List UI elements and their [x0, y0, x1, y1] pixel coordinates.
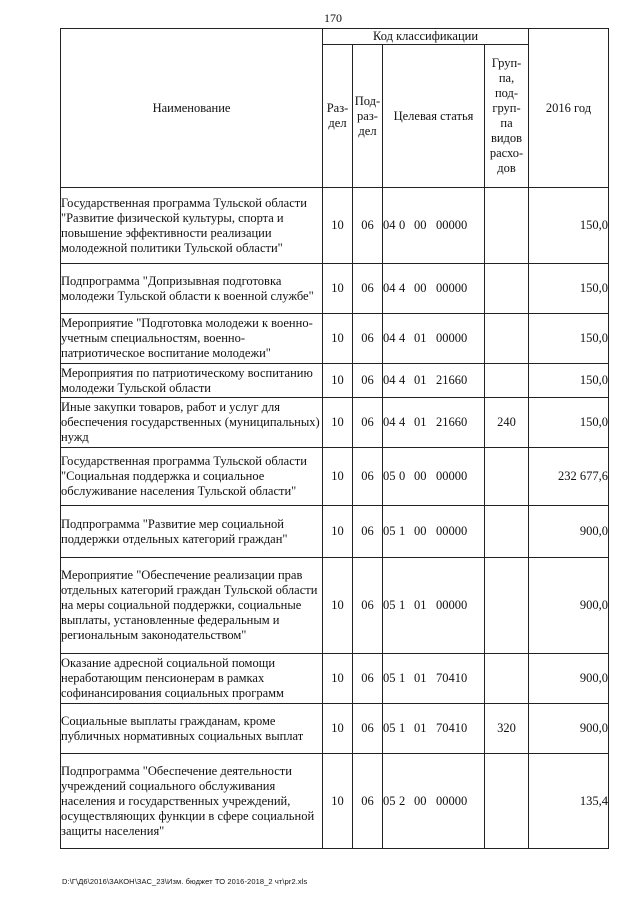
target-part-t2: 1: [399, 721, 406, 735]
row-podrazdel: 06: [353, 506, 383, 558]
row-name: Подпрограмма "Развитие мер социальной поддержки отдельных категорий граждан": [61, 506, 323, 558]
row-target-article: [383, 188, 485, 264]
header-vid: Груп- па, под- груп- па видов расхо- дов: [485, 45, 529, 188]
row-target-article: [383, 506, 485, 558]
target-part-t2: 1: [399, 598, 406, 612]
target-part-t3: 00: [414, 524, 427, 538]
target-part-t2: 4: [399, 331, 406, 345]
table-row: [61, 654, 609, 704]
row-vid: 320: [485, 704, 529, 754]
row-vid: [485, 264, 529, 314]
row-razdel: 10: [323, 506, 353, 558]
header-year: 2016 год: [529, 29, 609, 188]
target-part-t1: 04: [383, 373, 396, 387]
row-target-article: [383, 654, 485, 704]
target-part-t2: 2: [399, 793, 406, 808]
row-target-article: [383, 398, 485, 448]
target-part-t3: 01: [414, 415, 427, 429]
target-part-t1: 05: [383, 721, 396, 735]
target-part-t1: 04: [383, 415, 396, 429]
row-podrazdel: 06: [353, 654, 383, 704]
row-name: Государственная программа Тульской области "Социальная поддержка и социальное обслуживание населения Тульской области": [61, 448, 323, 506]
table-row: [61, 188, 609, 264]
target-part-t2: 4: [399, 415, 406, 429]
target-part-t3: 01: [414, 331, 427, 345]
header-target: Целевая статья: [383, 45, 485, 188]
target-part-t3: 01: [414, 721, 427, 735]
row-podrazdel: 06: [353, 314, 383, 364]
target-part-t4: 00000: [436, 218, 468, 232]
row-name: Оказание адресной социальной помощи неработающим пенсионерам в рамках софинансирования социальных программ: [61, 654, 323, 704]
row-amount: 150,0: [529, 364, 609, 398]
row-razdel: 10: [323, 448, 353, 506]
row-vid: [485, 314, 529, 364]
row-razdel: 10: [323, 398, 353, 448]
target-part-t3: 01: [414, 373, 427, 387]
row-name: Государственная программа Тульской области "Развитие физической культуры, спорта и повышение эффективности реализации молодежной политики Тульской области": [61, 188, 323, 264]
row-podrazdel: 06: [353, 754, 383, 849]
target-part-t4: 21660: [436, 415, 468, 429]
table-row: [61, 264, 609, 314]
row-podrazdel: 06: [353, 704, 383, 754]
header-code-group: Код классификации: [323, 29, 529, 45]
target-part-t4: 70410: [436, 671, 468, 685]
row-podrazdel: 06: [353, 398, 383, 448]
row-razdel: 10: [323, 314, 353, 364]
row-vid: [485, 754, 529, 849]
table-row: [61, 506, 609, 558]
header-razdel: Раз- дел: [323, 45, 353, 188]
table-row: [61, 558, 609, 654]
target-part-t3: 00: [414, 218, 427, 232]
row-podrazdel: 06: [353, 364, 383, 398]
row-amount: 232 677,6: [529, 448, 609, 506]
target-part-t2: 4: [399, 281, 406, 295]
row-name: Мероприятия по патриотическому воспитанию молодежи Тульской области: [61, 364, 323, 398]
header-podrazdel: Под- раз- дел: [353, 45, 383, 188]
row-podrazdel: 06: [353, 558, 383, 654]
budget-table: [60, 28, 609, 849]
target-part-t4: 21660: [436, 373, 468, 387]
target-part-t1: 05: [383, 671, 396, 685]
target-part-t3: 00: [414, 793, 427, 808]
row-podrazdel: 06: [353, 188, 383, 264]
row-vid: [485, 448, 529, 506]
table-row: [61, 314, 609, 364]
row-name: Мероприятие "Подготовка молодежи к военно-учетным специальностям, военно-патриотическое воспитание молодежи": [61, 314, 323, 364]
target-part-t2: 1: [399, 671, 406, 685]
target-part-t4: 00000: [436, 331, 468, 345]
target-part-t2: 0: [399, 218, 406, 232]
row-target-article: [383, 754, 485, 849]
target-part-t4: 00000: [436, 281, 468, 295]
target-part-t1: 04: [383, 218, 396, 232]
row-amount: 150,0: [529, 188, 609, 264]
row-target-article: [383, 264, 485, 314]
file-path-footer: D:\Г\Д6\2016\ЗАКОН\ЗАС_23\Изм. бюджет ТО 2016-2018_2 чт\pr2.xls: [62, 877, 308, 886]
target-part-t1: 05: [383, 524, 396, 538]
target-part-t3: 01: [414, 671, 427, 685]
target-part-t2: 4: [399, 373, 406, 387]
row-amount: 150,0: [529, 314, 609, 364]
row-target-article: [383, 558, 485, 654]
row-vid: 240: [485, 398, 529, 448]
row-target-article: [383, 448, 485, 506]
target-part-t4: 00000: [436, 598, 468, 612]
row-amount: 900,0: [529, 654, 609, 704]
target-part-t1: 05: [383, 793, 396, 808]
target-part-t3: 00: [414, 469, 427, 483]
table-row: [61, 364, 609, 398]
target-part-t4: 00000: [436, 524, 468, 538]
target-part-t3: 00: [414, 281, 427, 295]
row-razdel: 10: [323, 654, 353, 704]
target-part-t2: 0: [399, 469, 406, 483]
table-row: [61, 448, 609, 506]
row-vid: [485, 654, 529, 704]
row-amount: 900,0: [529, 704, 609, 754]
row-amount: 135,4: [529, 754, 609, 849]
row-razdel: 10: [323, 264, 353, 314]
row-vid: [485, 364, 529, 398]
row-name: Подпрограмма "Допризывная подготовка молодежи Тульской области к военной службе": [61, 264, 323, 314]
row-name: Иные закупки товаров, работ и услуг для обеспечения государственных (муниципальных) нужд: [61, 398, 323, 448]
row-name: Социальные выплаты гражданам, кроме публичных нормативных социальных выплат: [61, 704, 323, 754]
target-part-t3: 01: [414, 598, 427, 612]
target-part-t4: 00000: [436, 469, 468, 483]
row-razdel: 10: [323, 704, 353, 754]
row-name: Подпрограмма "Обеспечение деятельности учреждений социального обслуживания населения и государственных учреждений, осуществляющих функции в сфере социальной защиты населения": [61, 754, 323, 849]
row-podrazdel: 06: [353, 264, 383, 314]
target-part-t1: 05: [383, 598, 396, 612]
row-razdel: 10: [323, 364, 353, 398]
row-target-article: [383, 314, 485, 364]
target-part-t2: 1: [399, 524, 406, 538]
row-amount: 900,0: [529, 558, 609, 654]
target-part-t1: 04: [383, 281, 396, 295]
row-vid: [485, 506, 529, 558]
row-target-article: [383, 704, 485, 754]
row-razdel: 10: [323, 188, 353, 264]
table-row: [61, 704, 609, 754]
header-name: Наименование: [61, 29, 323, 188]
row-vid: [485, 188, 529, 264]
row-amount: 150,0: [529, 264, 609, 314]
table-row: [61, 398, 609, 448]
row-podrazdel: 06: [353, 448, 383, 506]
row-amount: 150,0: [529, 398, 609, 448]
row-amount: 900,0: [529, 506, 609, 558]
row-razdel: 10: [323, 558, 353, 654]
target-part-t4: 00000: [436, 793, 468, 808]
row-vid: [485, 558, 529, 654]
row-razdel: 10: [323, 754, 353, 849]
target-part-t1: 04: [383, 331, 396, 345]
target-part-t1: 05: [383, 469, 396, 483]
table-row: [61, 754, 609, 849]
row-target-article: [383, 364, 485, 398]
page-number: 170: [324, 11, 342, 25]
row-name: Мероприятие "Обеспечение реализации прав отдельных категорий граждан Тульской области на меры социальной поддержки, социальные выплаты, установленные федеральным и региональным законодательством": [61, 558, 323, 654]
target-part-t4: 70410: [436, 721, 468, 735]
